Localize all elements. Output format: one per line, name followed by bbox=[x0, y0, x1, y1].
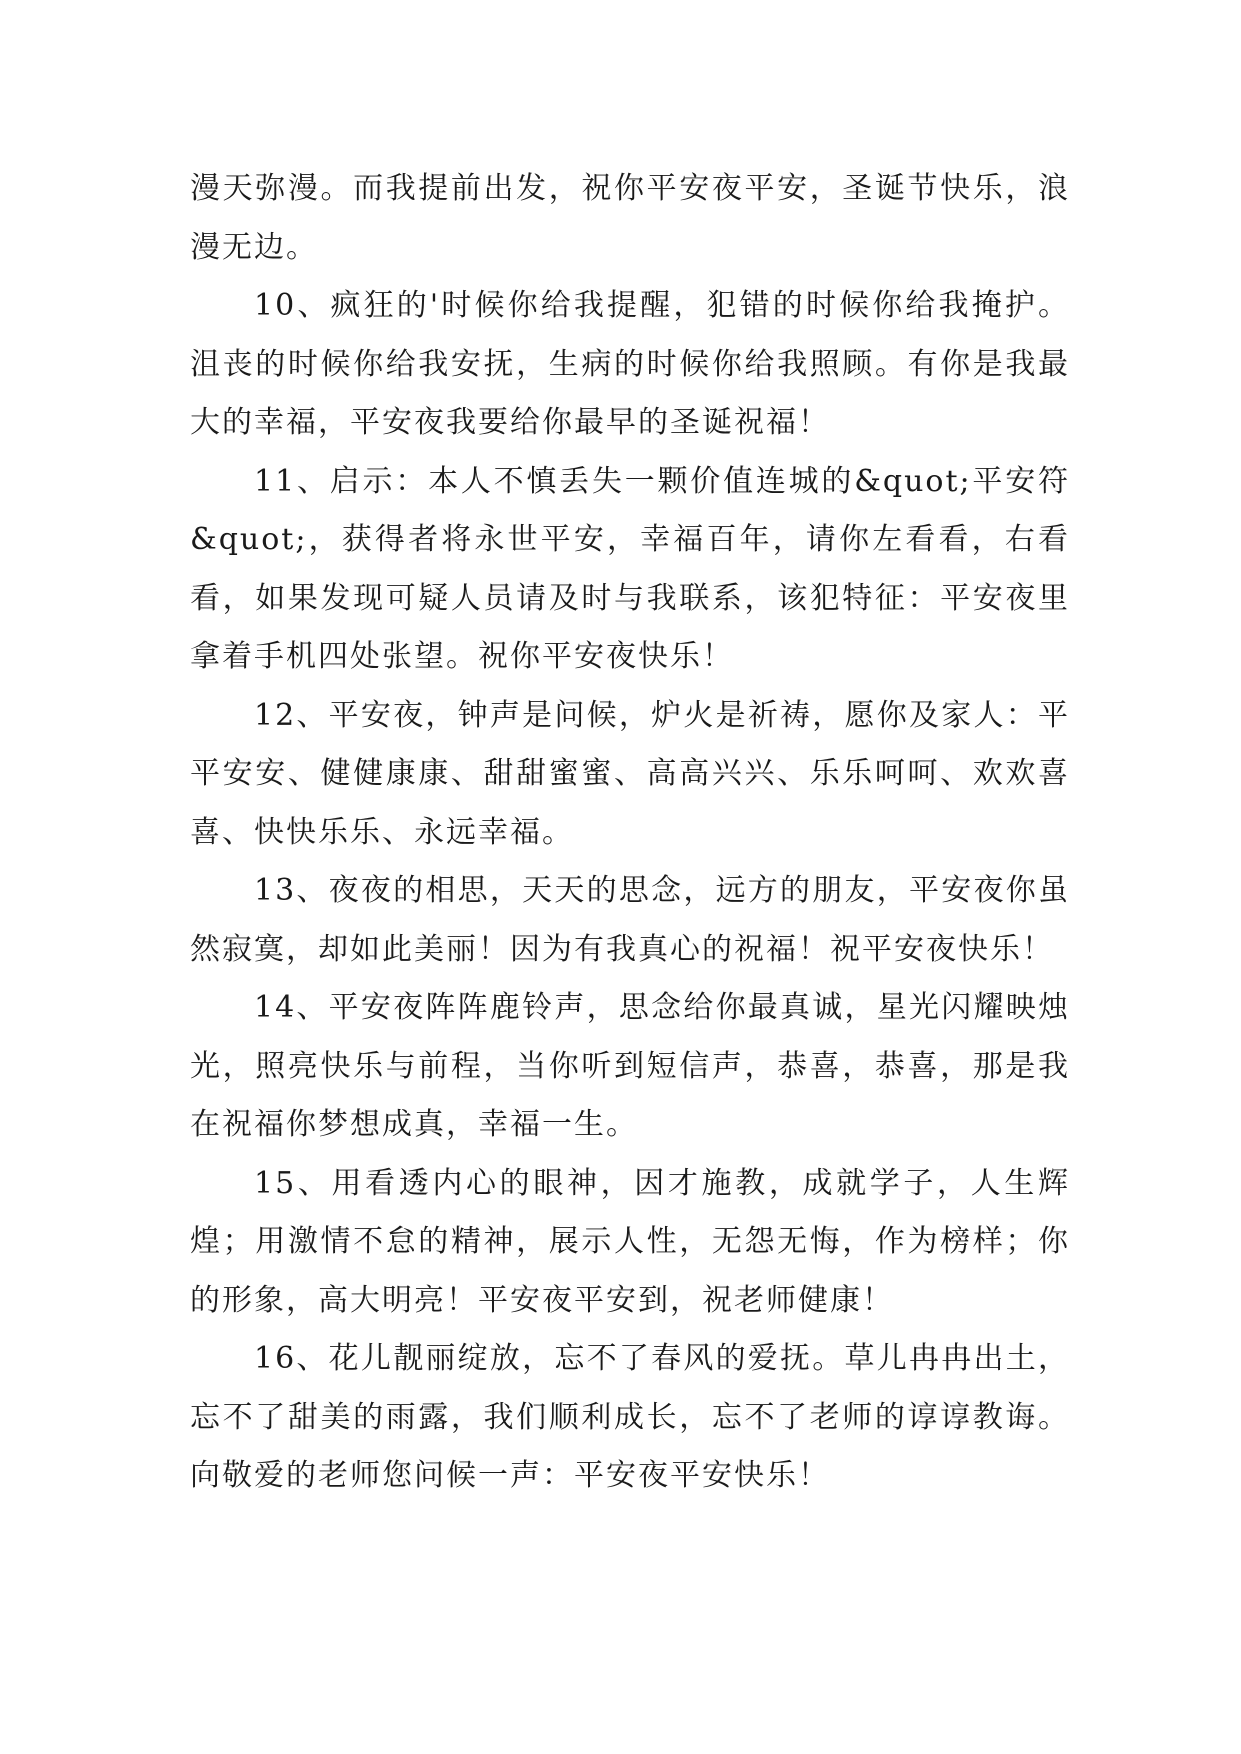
paragraph-item-13: 13、夜夜的相思，天天的思念，远方的朋友，平安夜你虽然寂寞，却如此美丽！因为有我真心的祝福！祝平安夜快乐！ bbox=[190, 873, 1070, 967]
paragraph-item-12: 12、平安夜，钟声是问候，炉火是祈祷，愿你及家人：平平安安、健健康康、甜甜蜜蜜、高高兴兴、乐乐呵呵、欢欢喜喜、快快乐乐、永远幸福。 bbox=[190, 697, 1070, 850]
paragraph-continuation: 漫天弥漫。而我提前出发，祝你平安夜平安，圣诞节快乐，浪漫无边。 bbox=[190, 171, 1070, 265]
paragraph-item-10: 10、疯狂的'时候你给我提醒，犯错的时候你给我掩护。沮丧的时候你给我安抚，生病的时候你给我照顾。有你是我最大的幸福，平安夜我要给你最早的圣诞祝福！ bbox=[190, 288, 1070, 440]
paragraph-item-15: 15、用看透内心的眼神，因才施教，成就学子，人生辉煌；用激情不怠的精神，展示人性，无怨无悔，作为榜样；你的形象，高大明亮！平安夜平安到，祝老师健康！ bbox=[190, 1165, 1070, 1318]
document-body bbox=[190, 160, 1070, 1506]
paragraph-item-14: 14、平安夜阵阵鹿铃声，思念给你最真诚，星光闪耀映烛光，照亮快乐与前程，当你听到短信声，恭喜，恭喜，那是我在祝福你梦想成真，幸福一生。 bbox=[190, 990, 1070, 1142]
paragraph-item-16: 16、花儿靓丽绽放，忘不了春风的爱抚。草儿冉冉出土，忘不了甜美的雨露，我们顺利成长，忘不了老师的谆谆教诲。向敬爱的老师您问候一声：平安夜平安快乐！ bbox=[190, 1341, 1070, 1493]
paragraph-item-11: 11、启示：本人不慎丢失一颗价值连城的&quot;平安符&quot;，获得者将永世平安，幸福百年，请你左看看，右看看，如果发现可疑人员请及时与我联系，该犯特征：平安夜里拿着手机四处张望。祝你平安夜快乐！ bbox=[190, 463, 1070, 674]
